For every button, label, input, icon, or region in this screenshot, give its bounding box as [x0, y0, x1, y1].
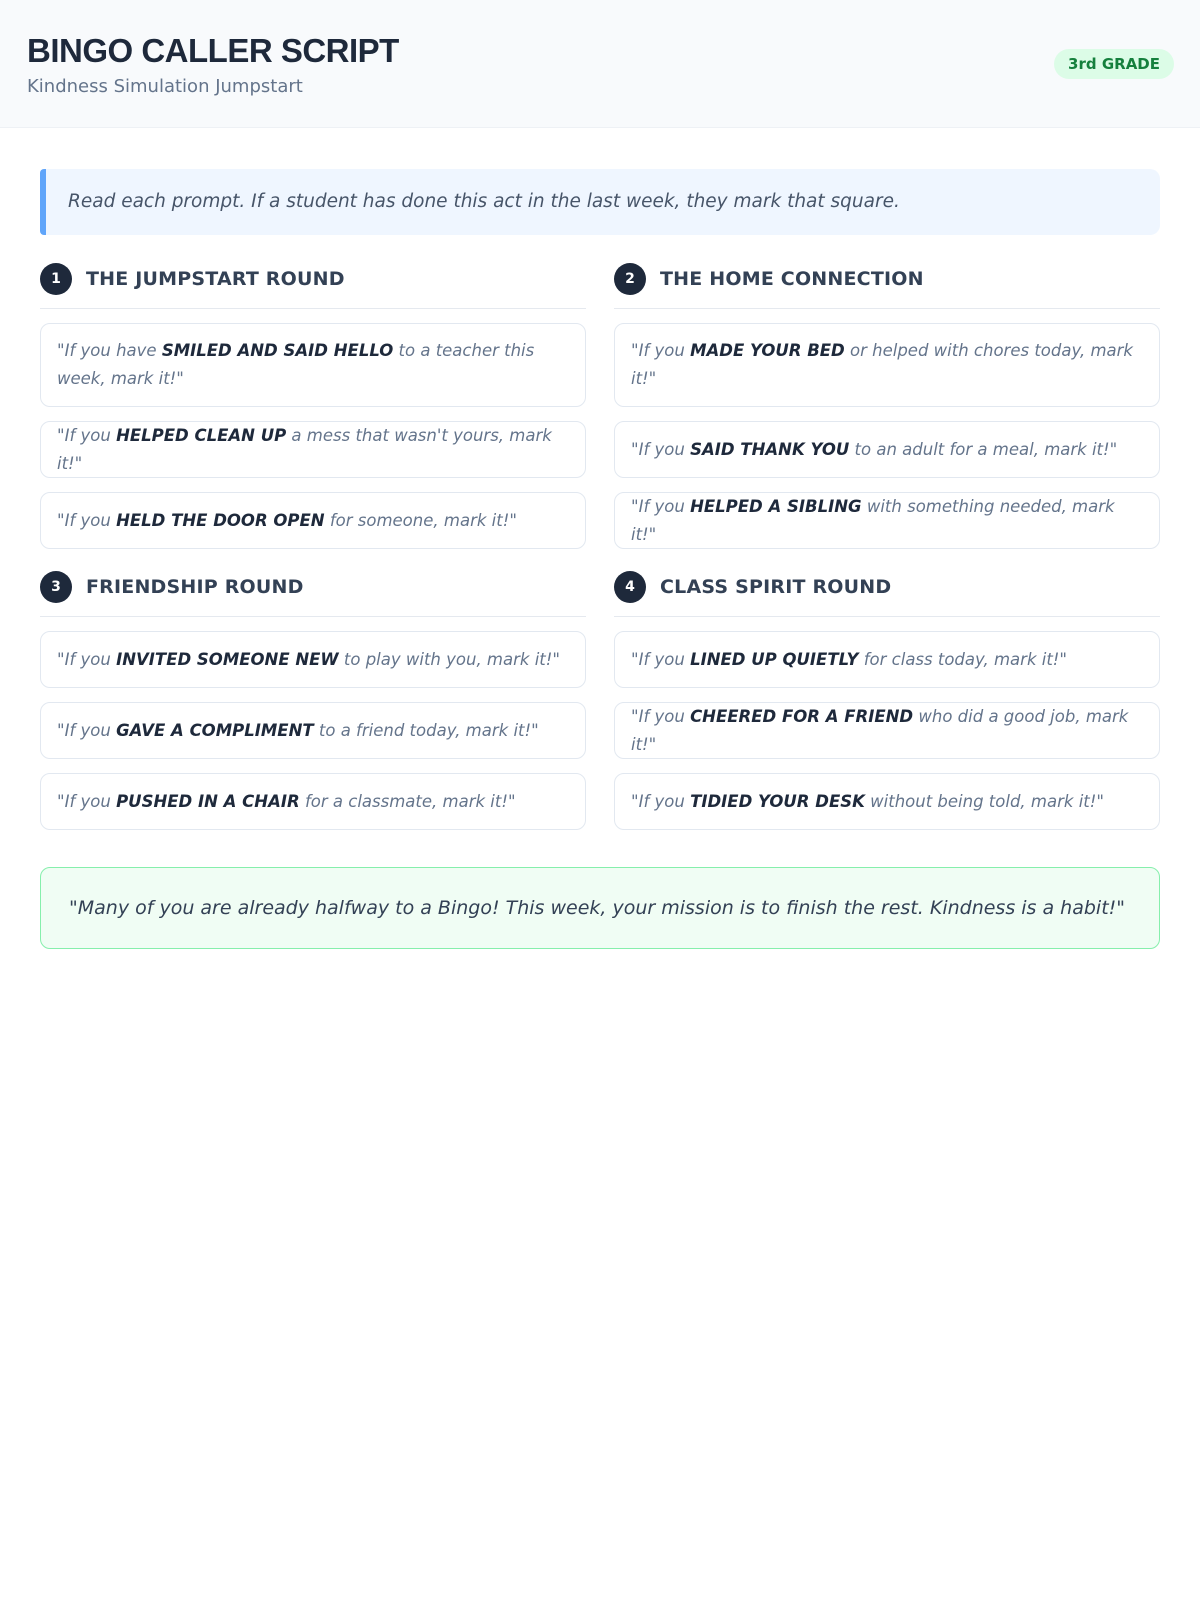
page-header: [0, 0, 1200, 128]
grade-badge: 3rd GRADE: [1054, 49, 1174, 79]
prompt-act: HELPED A SIBLING: [690, 496, 862, 516]
prompt-card: [614, 323, 1160, 407]
prompt-text: "If you SAID THANK YOU to an adult for a meal, mark it!": [631, 439, 1118, 459]
round-title: THE HOME CONNECTION: [660, 268, 924, 290]
prompt-text: "If you GAVE A COMPLIMENT to a friend today, mark it!": [57, 720, 539, 740]
round-number-badge: 2: [614, 263, 646, 295]
round-header: [40, 571, 586, 617]
prompt-text: "If you HELPED A SIBLING with something needed, mark it!": [631, 496, 1115, 544]
round-3: [40, 571, 586, 844]
prompt-card: [614, 702, 1160, 759]
prompt-act: SAID THANK YOU: [690, 439, 850, 459]
prompt-text: "If you HELPED CLEAN UP a mess that wasn't yours, mark it!": [57, 425, 552, 473]
prompt-act: MADE YOUR BED: [690, 341, 845, 360]
round-title: THE JUMPSTART ROUND: [86, 268, 345, 290]
prompt-text: "If you PUSHED IN A CHAIR for a classmate, mark it!": [57, 791, 516, 811]
round-title: FRIENDSHIP ROUND: [86, 576, 304, 598]
prompt-text: "If you CHEERED FOR A FRIEND who did a good job, mark it!": [631, 706, 1129, 754]
prompt-act: CHEERED FOR A FRIEND: [690, 706, 914, 726]
prompt-text: "If you LINED UP QUIETLY for class today, mark it!": [631, 649, 1068, 669]
round-header: [614, 263, 1160, 309]
prompt-act: HELPED CLEAN UP: [116, 425, 287, 445]
round-number-badge: 3: [40, 571, 72, 603]
prompt-card: [40, 773, 586, 830]
prompt-card: [40, 702, 586, 759]
prompt-card: [40, 631, 586, 688]
page-title: BINGO CALLER SCRIPT: [27, 32, 399, 69]
prompt-card: [614, 492, 1160, 549]
round-1: [40, 263, 586, 563]
round-4: [614, 571, 1160, 844]
page-subtitle: Kindness Simulation Jumpstart: [27, 76, 303, 97]
prompt-act: SMILED AND SAID HELLO: [161, 341, 394, 360]
prompt-act: PUSHED IN A CHAIR: [116, 791, 300, 811]
round-header: [40, 263, 586, 309]
round-title: CLASS SPIRIT ROUND: [660, 576, 892, 598]
instruction-callout: Read each prompt. If a student has done this act in the last week, they mark that square.: [40, 169, 1160, 235]
prompt-text: "If you HELD THE DOOR OPEN for someone, mark it!": [57, 510, 517, 530]
prompt-card: [614, 773, 1160, 830]
prompt-text: "If you INVITED SOMEONE NEW to play with you, mark it!": [57, 649, 560, 669]
prompt-card: [40, 421, 586, 478]
prompt-act: HELD THE DOOR OPEN: [116, 510, 325, 530]
prompt-card: [614, 631, 1160, 688]
round-number-badge: 4: [614, 571, 646, 603]
prompt-act: GAVE A COMPLIMENT: [116, 720, 314, 740]
prompt-card: [40, 323, 586, 407]
round-header: [614, 571, 1160, 617]
prompt-card: [40, 492, 586, 549]
prompt-card: [614, 421, 1160, 478]
prompt-act: INVITED SOMEONE NEW: [116, 649, 339, 669]
prompt-act: TIDIED YOUR DESK: [690, 791, 865, 811]
round-number-badge: 1: [40, 263, 72, 295]
prompt-text: "If you MADE YOUR BED or helped with chores today, mark it!": [631, 341, 1133, 388]
closing-message: "Many of you are already halfway to a Bingo! This week, your mission is to finish the rest. Kindness is a habit!": [40, 867, 1160, 949]
prompt-text: "If you TIDIED YOUR DESK without being told, mark it!": [631, 791, 1104, 811]
prompt-text: "If you have SMILED AND SAID HELLO to a teacher this week, mark it!": [57, 341, 535, 388]
prompt-act: LINED UP QUIETLY: [690, 649, 859, 669]
round-2: [614, 263, 1160, 563]
